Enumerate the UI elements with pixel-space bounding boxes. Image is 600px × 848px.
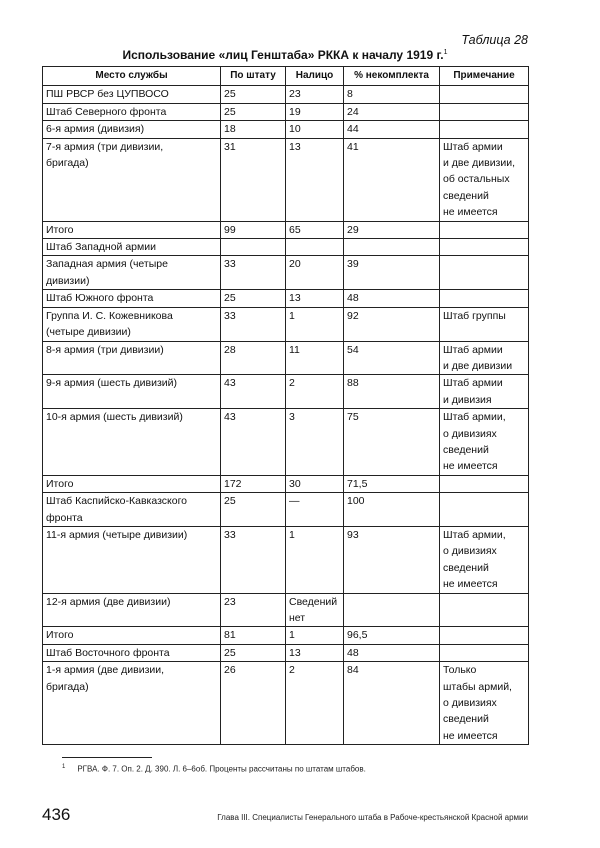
cell-place: Штаб Западной армии — [43, 239, 221, 256]
footnote-mark: 1 — [62, 764, 66, 770]
cell-place: Группа И. С. Кожевникова (четыре дивизии) — [43, 307, 221, 341]
cell-note — [440, 221, 529, 238]
cell-planned: 81 — [221, 627, 286, 644]
table-label: Таблица 28 — [461, 33, 528, 47]
cell-present: 23 — [286, 86, 344, 103]
cell-present: Сведений нет — [286, 593, 344, 627]
cell-planned: 99 — [221, 221, 286, 238]
cell-shortage: 88 — [344, 375, 440, 409]
cell-note: Штаб армии и дивизия — [440, 375, 529, 409]
cell-present: 2 — [286, 662, 344, 745]
cell-note — [440, 256, 529, 290]
cell-note — [440, 239, 529, 256]
column-header-present: Налицо — [286, 67, 344, 86]
table-row — [43, 307, 529, 341]
footnote-text: РГВА. Ф. 7. Оп. 2. Д. 390. Л. 6–6об. Проценты рассчитаны по штатам штабов. — [77, 764, 366, 774]
cell-present: 13 — [286, 290, 344, 307]
cell-present: 19 — [286, 103, 344, 120]
cell-planned: 28 — [221, 341, 286, 375]
footnote — [62, 764, 366, 774]
cell-present: 2 — [286, 375, 344, 409]
cell-planned: 43 — [221, 375, 286, 409]
cell-place: 6-я армия (дивизия) — [43, 121, 221, 138]
column-header-shortage: % некомплекта — [344, 67, 440, 86]
cell-planned: 25 — [221, 86, 286, 103]
cell-shortage: 54 — [344, 341, 440, 375]
cell-present: 13 — [286, 138, 344, 221]
cell-note — [440, 103, 529, 120]
cell-shortage: 24 — [344, 103, 440, 120]
title-footnote-mark: 1 — [443, 49, 448, 56]
table-row — [43, 103, 529, 120]
cell-shortage: 93 — [344, 526, 440, 593]
cell-place: 11-я армия (четыре дивизии) — [43, 526, 221, 593]
cell-note: Штаб армии, о дивизиях сведений не имеется — [440, 409, 529, 476]
cell-place: 9-я армия (шесть дивизий) — [43, 375, 221, 409]
cell-shortage: 48 — [344, 644, 440, 661]
cell-planned: 25 — [221, 644, 286, 661]
table-row — [43, 593, 529, 627]
table-row — [43, 375, 529, 409]
cell-note — [440, 475, 529, 492]
cell-present: — — [286, 493, 344, 527]
cell-planned: 33 — [221, 256, 286, 290]
table-row — [43, 290, 529, 307]
table-row — [43, 138, 529, 221]
cell-planned: 172 — [221, 475, 286, 492]
cell-note: Штаб группы — [440, 307, 529, 341]
cell-shortage: 29 — [344, 221, 440, 238]
cell-place: Штаб Южного фронта — [43, 290, 221, 307]
cell-shortage: 84 — [344, 662, 440, 745]
cell-present: 10 — [286, 121, 344, 138]
table-row — [43, 662, 529, 745]
cell-shortage: 92 — [344, 307, 440, 341]
table-title-text: Использование «лиц Генштаба» РККА к началу 1919 г. — [122, 48, 444, 62]
cell-shortage: 39 — [344, 256, 440, 290]
cell-shortage — [344, 593, 440, 627]
table-row — [43, 256, 529, 290]
cell-place: 12-я армия (две дивизии) — [43, 593, 221, 627]
page-number: 436 — [42, 805, 71, 824]
table-row — [43, 86, 529, 103]
cell-note — [440, 493, 529, 527]
cell-shortage — [344, 239, 440, 256]
cell-shortage: 8 — [344, 86, 440, 103]
cell-present: 11 — [286, 341, 344, 375]
cell-planned: 23 — [221, 593, 286, 627]
cell-planned: 43 — [221, 409, 286, 476]
cell-present: 20 — [286, 256, 344, 290]
cell-place: Итого — [43, 627, 221, 644]
table-title — [42, 48, 528, 62]
cell-note — [440, 593, 529, 627]
cell-shortage: 71,5 — [344, 475, 440, 492]
cell-planned: 18 — [221, 121, 286, 138]
running-footer: Глава III. Специалисты Генерального штаба в Рабоче-крестьянской Красной армии — [217, 813, 528, 822]
cell-planned — [221, 239, 286, 256]
table-header-row — [43, 67, 529, 86]
table-row — [43, 644, 529, 661]
table-row — [43, 493, 529, 527]
table-row — [43, 221, 529, 238]
table-row — [43, 409, 529, 476]
cell-shortage: 48 — [344, 290, 440, 307]
cell-present — [286, 239, 344, 256]
cell-planned: 26 — [221, 662, 286, 745]
cell-place: Штаб Северного фронта — [43, 103, 221, 120]
cell-shortage: 75 — [344, 409, 440, 476]
cell-place: 7-я армия (три дивизии, бригада) — [43, 138, 221, 221]
cell-place: 10-я армия (шесть дивизий) — [43, 409, 221, 476]
cell-planned: 33 — [221, 526, 286, 593]
table-row — [43, 121, 529, 138]
cell-place: Итого — [43, 475, 221, 492]
cell-planned: 31 — [221, 138, 286, 221]
cell-present: 30 — [286, 475, 344, 492]
cell-place: 1-я армия (две дивизии, бригада) — [43, 662, 221, 745]
cell-place: Штаб Восточного фронта — [43, 644, 221, 661]
cell-note: Только штабы армий, о дивизиях сведений не имеется — [440, 662, 529, 745]
cell-note — [440, 121, 529, 138]
cell-planned: 25 — [221, 493, 286, 527]
cell-note — [440, 627, 529, 644]
cell-place: Итого — [43, 221, 221, 238]
cell-planned: 33 — [221, 307, 286, 341]
table-row — [43, 239, 529, 256]
cell-place: 8-я армия (три дивизии) — [43, 341, 221, 375]
staffing-table — [42, 66, 529, 745]
table-row — [43, 627, 529, 644]
cell-shortage: 100 — [344, 493, 440, 527]
cell-shortage: 41 — [344, 138, 440, 221]
cell-shortage: 44 — [344, 121, 440, 138]
cell-present: 1 — [286, 307, 344, 341]
footnote-divider — [62, 757, 152, 758]
cell-present: 65 — [286, 221, 344, 238]
cell-planned: 25 — [221, 103, 286, 120]
cell-note: Штаб армии, о дивизиях сведений не имеется — [440, 526, 529, 593]
column-header-place: Место службы — [43, 67, 221, 86]
cell-place: ПШ РВСР без ЦУПВОСО — [43, 86, 221, 103]
cell-present: 3 — [286, 409, 344, 476]
cell-shortage: 96,5 — [344, 627, 440, 644]
cell-note: Штаб армии и две дивизии — [440, 341, 529, 375]
cell-place: Западная армия (четыре дивизии) — [43, 256, 221, 290]
cell-note — [440, 644, 529, 661]
table-row — [43, 341, 529, 375]
cell-note — [440, 86, 529, 103]
table-body — [43, 86, 529, 745]
column-header-planned: По штату — [221, 67, 286, 86]
cell-note — [440, 290, 529, 307]
table-row — [43, 526, 529, 593]
cell-planned: 25 — [221, 290, 286, 307]
cell-present: 1 — [286, 526, 344, 593]
cell-place: Штаб Каспийско-Кавказского фронта — [43, 493, 221, 527]
cell-present: 13 — [286, 644, 344, 661]
column-header-note: Примечание — [440, 67, 529, 86]
cell-note: Штаб армии и две дивизии, об остальных сведений не имеется — [440, 138, 529, 221]
cell-present: 1 — [286, 627, 344, 644]
table-row — [43, 475, 529, 492]
